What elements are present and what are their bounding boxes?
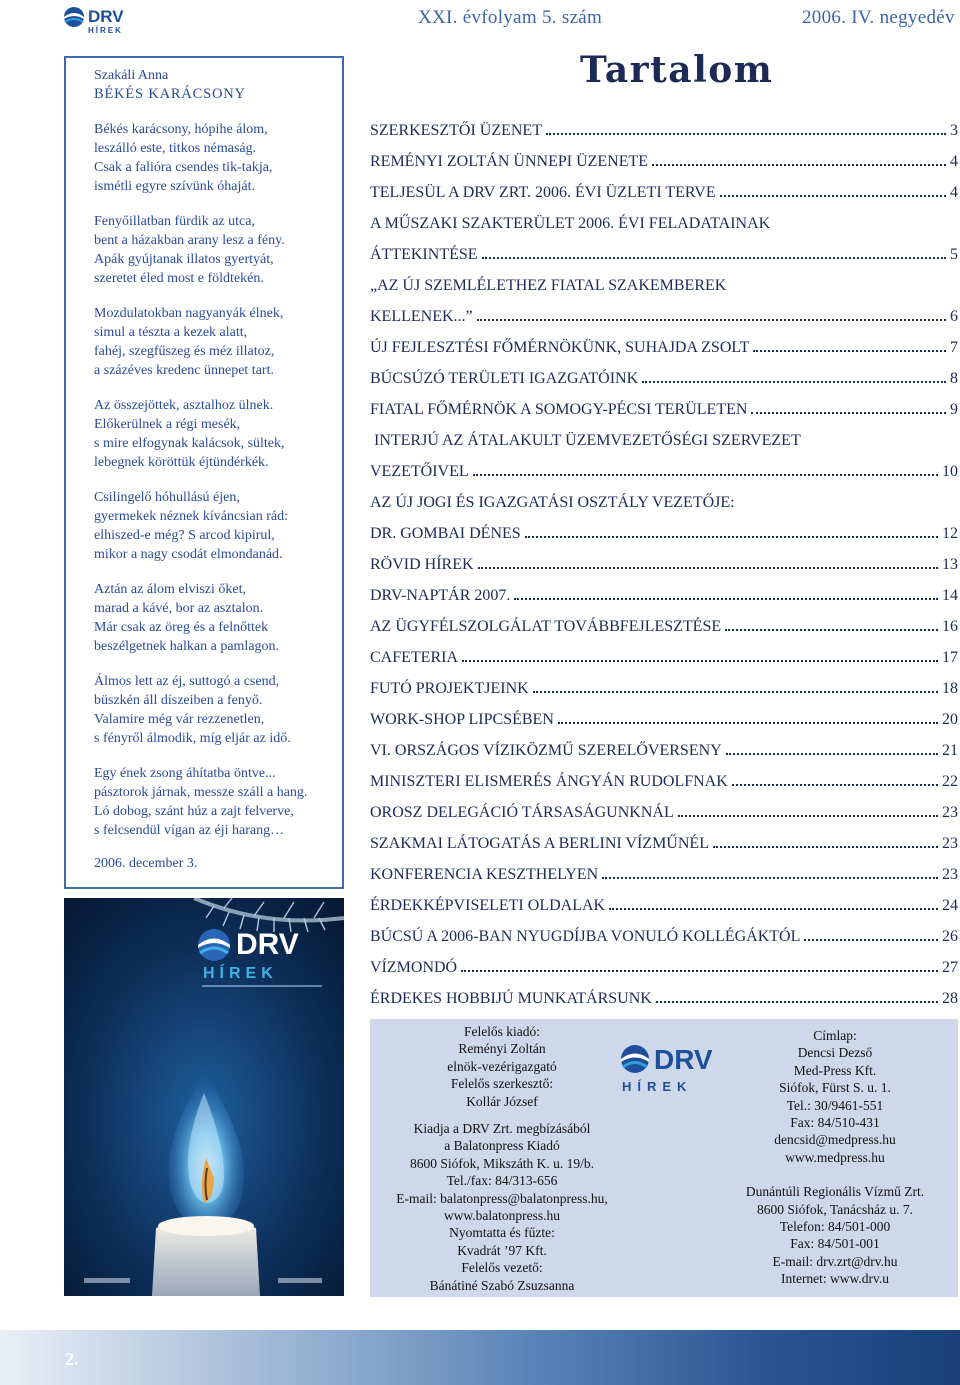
cover-logo-subtext: HÍREK [203, 965, 278, 982]
imprint-drv-logo [618, 1037, 730, 1095]
poem-line: Előkerülnek a régi mesék, [94, 417, 241, 432]
imprint-line: Felelős szerkesztő: [450, 1076, 554, 1092]
toc-entry [370, 143, 958, 171]
poem-line: Békés karácsony, hópihe álom, [94, 122, 268, 137]
logo-subtext: HÍREK [88, 26, 123, 35]
poem-line: Valamire még vár rezzenetlen, [94, 712, 265, 727]
toc-entry-page: 26 [942, 928, 958, 945]
imprint-line: Tel./fax: 84/313-656 [446, 1173, 558, 1189]
imprint-line: Dencsi Dezső [797, 1045, 873, 1061]
poem-stanza [94, 488, 344, 564]
toc-title: Tartalom [580, 49, 774, 91]
toc-entry-page: 14 [942, 587, 958, 604]
toc-leader-dots [477, 319, 946, 321]
imprint-logo-subtext: HÍREK [622, 1079, 693, 1094]
toc-entry-page: 10 [942, 463, 958, 480]
poem-author: Szakáli Anna [94, 68, 169, 83]
imprint-line: E-mail: balatonpress@balatonpress.hu, [396, 1190, 608, 1206]
poem-line: Egy ének zsong áhítatba öntve... [94, 766, 276, 781]
imprint-line: Kiadja a DRV Zrt. megbízásából [413, 1121, 591, 1137]
toc-entry-page: 3 [950, 122, 958, 139]
toc-entry [370, 577, 958, 605]
toc-leader-dots [462, 660, 938, 662]
poem-line: s mire elfogynak kalácsok, sültek, [94, 436, 285, 451]
poem-stanza [94, 396, 344, 472]
poem-line: Apák gyújtanak illatos gyertyát, [94, 252, 274, 267]
page-footer [0, 1330, 960, 1385]
poem-line: simul a tészta a kezek alatt, [94, 325, 248, 340]
poem-line: Már csak az öreg és a felnőttek [94, 620, 269, 635]
toc-leader-dots [726, 753, 938, 755]
poem-stanza [94, 120, 344, 196]
toc-entry-title: ÉRDEKES HOBBIJÚ MUNKATÁRSUNK [370, 990, 652, 1007]
toc-entry-title: „AZ ÚJ SZEMLÉLETHEZ FIATAL SZAKEMBEREK [370, 277, 727, 294]
toc-entry [370, 205, 958, 233]
toc-entry [370, 887, 958, 915]
poem-stanzas [94, 120, 344, 840]
imprint-line: Reményi Zoltán [458, 1041, 546, 1057]
toc-entry [370, 453, 958, 481]
toc-entry-title: ÁTTEKINTÉSE [370, 246, 478, 263]
drv-logo [62, 3, 134, 35]
toc-entry [370, 825, 958, 853]
toc-leader-dots [478, 567, 938, 569]
toc-entry [370, 918, 958, 946]
toc-entry-page: 17 [942, 649, 958, 666]
toc-entry-page: 24 [942, 897, 958, 914]
poem-date: 2006. december 3. [94, 856, 198, 871]
toc-entry [370, 329, 958, 357]
toc-entry [370, 515, 958, 543]
poem-line: szeretet éled most e földtekén. [94, 271, 264, 286]
toc-entry-title: ÚJ FEJLESZTÉSI FŐMÉRNÖKÜNK, SUHAJDA ZSOLT [370, 339, 750, 356]
poem-line: leszálló este, titkos némaság. [94, 141, 257, 156]
imprint-line: elnök-vezérigazgató [447, 1058, 557, 1074]
toc-entry-title: DRV-NAPTÁR 2007. [370, 587, 511, 604]
imprint-line: Felelős kiadó: [463, 1024, 541, 1039]
poem-line: Mozdulatokban nagyanyák élnek, [94, 306, 284, 321]
toc-entry-page: 9 [950, 401, 958, 418]
poem-line: mikor a nagy csodát elmondanád. [94, 547, 283, 562]
imprint-box [370, 1019, 958, 1297]
imprint-line: Címlap: [813, 1028, 857, 1043]
toc-entry [370, 608, 958, 636]
toc-entry-title: TELJESÜL A DRV ZRT. 2006. ÉVI ÜZLETI TERVE [370, 184, 716, 201]
toc-entry-title: ÉRDEKKÉPVISELETI OLDALAK [370, 897, 606, 914]
toc-leader-dots [732, 784, 938, 786]
toc-entry-page: 23 [942, 804, 958, 821]
toc-entry [370, 980, 958, 1008]
poem-line: bent a házakban arany lesz a fény. [94, 233, 285, 248]
imprint-line: Fax: 84/510-431 [790, 1115, 880, 1131]
poem-line: Csilingelő hóhullású éjen, [94, 490, 240, 505]
imprint-line: www.balatonpress.hu [443, 1208, 561, 1224]
toc-leader-dots [713, 846, 938, 848]
imprint-line: Nyomtatta és fűzte: [449, 1225, 555, 1241]
poem-line: pásztorok járnak, messze száll a hang. [94, 785, 308, 800]
toc-entry-page: 8 [950, 370, 958, 387]
imprint-line: 8600 Siófok, Mikszáth K. u. 19/b. [409, 1155, 595, 1171]
poem-content [94, 64, 344, 873]
toc-entry-title: REMÉNYI ZOLTÁN ÜNNEPI ÜZENETE [370, 153, 649, 170]
toc-entry-page: 12 [942, 525, 958, 542]
toc-entry-page: 22 [942, 773, 958, 790]
toc-leader-dots [558, 722, 938, 724]
toc-entry-title: AZ ÜGYFÉLSZOLGÁLAT TOVÁBBFEJLESZTÉSE [370, 618, 722, 635]
period-label: 2006. IV. negyedév [802, 7, 955, 28]
toc-leader-dots [482, 257, 946, 259]
toc-entry-title: SZAKMAI LÁTOGATÁS A BERLINI VÍZMŰNÉL [370, 835, 709, 852]
toc-entry [370, 391, 958, 419]
toc-leader-dots [461, 970, 938, 972]
toc-leader-dots [652, 164, 946, 166]
toc-leader-dots [804, 939, 938, 941]
poem-line: Fenyőillatban fürdik az utca, [94, 214, 255, 229]
toc-entry [370, 267, 958, 295]
toc-entry-page: 16 [942, 618, 958, 635]
imprint-line: Telefon: 84/501-000 [779, 1219, 891, 1235]
issue-label: XXI. évfolyam 5. szám [418, 7, 603, 28]
poem-line: s felcsendül vígan az éji harang… [94, 823, 285, 838]
poem-line: elhiszed-e még? S arcod kipirul, [94, 528, 275, 543]
toc-entry-page: 27 [942, 959, 958, 976]
toc-entry [370, 484, 958, 512]
toc-entry [370, 949, 958, 977]
toc-entry-title: VI. ORSZÁGOS VÍZIKÖZMŰ SZERELŐVERSENY [370, 742, 722, 759]
page-number: 2. [65, 1349, 79, 1369]
logo-text: DRV [88, 7, 124, 26]
toc-leader-dots [609, 908, 938, 910]
imprint-contacts [720, 1027, 950, 1288]
poem-box [64, 56, 344, 889]
toc-entry-title: WORK-SHOP LIPCSÉBEN [370, 711, 554, 728]
poem-line: marad a kávé, bor az asztalon. [94, 601, 264, 616]
toc-entry-page: 18 [942, 680, 958, 697]
poem-line: fahéj, szegfűszeg és méz illatoz, [94, 344, 275, 359]
toc-leader-dots [602, 877, 938, 879]
imprint-line: Fax: 84/501-001 [790, 1236, 880, 1252]
toc-entry-page: 23 [942, 835, 958, 852]
toc-entry-page: 28 [942, 990, 958, 1007]
imprint-line: E-mail: drv.zrt@drv.hu [772, 1253, 898, 1269]
imprint-line: Siófok, Fürst S. u. 1. [779, 1080, 891, 1096]
poem-stanza [94, 212, 344, 288]
toc-entry-title: AZ ÚJ JOGI ÉS IGAZGATÁSI OSZTÁLY VEZETŐJE: [370, 494, 735, 511]
toc-entry-title: MINISZTERI ELISMERÉS ÁNGYÁN RUDOLFNAK [370, 773, 728, 790]
imprint-logo-text: DRV [654, 1044, 713, 1075]
imprint-line: www.medpress.hu [785, 1149, 885, 1165]
toc-entry [370, 763, 958, 791]
imprint-line: Dunántúli Regionális Vízmű Zrt. [745, 1184, 925, 1200]
toc-entry-title: FUTÓ PROJEKTJEINK [370, 680, 529, 697]
toc-entry-title: KONFERENCIA KESZTHELYEN [370, 866, 599, 883]
poem-line: büszkén áll díszeiben a fenyő. [94, 693, 263, 708]
candle-icon [152, 1216, 260, 1296]
toc-leader-dots [546, 133, 946, 135]
toc-entry [370, 639, 958, 667]
toc-entry-title: FIATAL FŐMÉRNÖK A SOMOGY-PÉCSI TERÜLETEN [370, 401, 748, 418]
toc-entry-page: 20 [942, 711, 958, 728]
toc-entry-title: RÖVID HÍREK [370, 556, 474, 573]
toc-entry-title: VÍZMONDÓ [370, 959, 458, 976]
toc-entry [370, 236, 958, 264]
imprint-line: dencsid@medpress.hu [774, 1132, 896, 1148]
toc-entry-page: 4 [950, 153, 958, 170]
poem-stanza [94, 764, 344, 840]
imprint-line: Med-Press Kft. [793, 1062, 877, 1078]
toc-entry-page: 13 [942, 556, 958, 573]
toc-leader-dots [656, 1001, 938, 1003]
imprint-line: Kvadrát ’97 Kft. [457, 1242, 547, 1258]
magazine-cover-image [64, 898, 344, 1296]
toc-entry-title: KELLENEK...” [370, 308, 473, 325]
poem-line: Álmos lett az éj, suttogó a csend, [94, 674, 280, 689]
toc-entry [370, 794, 958, 822]
imprint-line: Kollár József [466, 1093, 538, 1109]
toc-leader-dots [678, 815, 938, 817]
toc-leader-dots [533, 691, 938, 693]
toc-entry-title: DR. GOMBAI DÉNES [370, 525, 521, 542]
imprint-publisher [370, 1023, 634, 1294]
imprint-line: Bánátiné Szabó Zsuzsanna [429, 1277, 575, 1293]
imprint-line: Internet: www.drv.u [780, 1271, 890, 1287]
toc-entry [370, 546, 958, 574]
toc-leader-dots [753, 350, 946, 352]
toc-entry-title: INTERJÚ AZ ÁTALAKULT ÜZEMVEZETŐSÉGI SZERVEZET [370, 432, 801, 449]
toc-leader-dots [725, 629, 938, 631]
toc-entry-title: CAFETERIA [370, 649, 458, 666]
poem-stanza [94, 672, 344, 748]
poem-line: Az összejöttek, asztalhoz ülnek. [94, 398, 274, 413]
toc-leader-dots [525, 536, 938, 538]
toc-entry-title: A MŰSZAKI SZAKTERÜLET 2006. ÉVI FELADATAINAK [370, 215, 771, 232]
imprint-line: Felelős vezető: [461, 1260, 543, 1276]
toc-leader-dots [473, 474, 938, 476]
poem-line: beszélgetnek halkan a pamlagon. [94, 639, 280, 654]
toc-entry-title: OROSZ DELEGÁCIÓ TÁRSASÁGUNKNÁL [370, 804, 674, 821]
poem-line: lebegnek köröttük éjtündérkék. [94, 455, 269, 470]
toc-entry-page: 6 [950, 308, 958, 325]
poem-line: Ló dobog, szánt húz a zajt felverve, [94, 804, 294, 819]
toc-entry [370, 732, 958, 760]
poem-line: a százéves kredenc ünnepet tart. [94, 363, 274, 378]
toc-leader-dots [514, 598, 938, 600]
toc-entry [370, 360, 958, 388]
toc-entry-page: 7 [950, 339, 958, 356]
toc-entry [370, 670, 958, 698]
poem-line: gyermekek néznek kíváncsian rád: [94, 509, 288, 524]
toc-entry [370, 174, 958, 202]
toc-entry-page: 4 [950, 184, 958, 201]
toc-entry [370, 701, 958, 729]
toc-leader-dots [751, 412, 946, 414]
toc-entry-title: BÚCSÚ A 2006-BAN NYUGDÍJBA VONULÓ KOLLÉGÁKTÓL [370, 928, 801, 945]
poem-stanza [94, 304, 344, 380]
poem-stanza [94, 580, 344, 656]
toc-entry-page: 5 [950, 246, 958, 263]
toc-entry-title: SZERKESZTŐI ÜZENET [370, 122, 542, 139]
toc-leader-dots [720, 195, 946, 197]
page-header [0, 0, 960, 38]
toc-entry-page: 23 [942, 866, 958, 883]
imprint-line: a Balatonpress Kiadó [444, 1138, 560, 1154]
imprint-line: Tel.: 30/9461-551 [786, 1097, 884, 1113]
cover-logo-text: DRV [236, 928, 299, 961]
poem-title: BÉKÉS KARÁCSONY [94, 86, 246, 102]
poem-line: Csak a falióra csendes tik-takja, [94, 160, 273, 175]
poem-line: s fényről álmodik, míg eljár az idő. [94, 731, 291, 746]
toc-entry-title: VEZETŐIVEL [370, 463, 469, 480]
poem-line: ismétli egyre szívünk óhaját. [94, 179, 255, 194]
toc-entry-title: BÚCSÚZÓ TERÜLETI IGAZGATÓINK [370, 370, 639, 387]
toc-leader-dots [642, 381, 946, 383]
poem-line: Aztán az álom elviszi őket, [94, 582, 246, 597]
toc-entry [370, 856, 958, 884]
toc-entry [370, 112, 958, 140]
toc-entry [370, 298, 958, 326]
imprint-line: 8600 Siófok, Tanácsház u. 7. [757, 1201, 913, 1217]
toc-entry-page: 21 [942, 742, 958, 759]
toc-entry [370, 422, 958, 450]
